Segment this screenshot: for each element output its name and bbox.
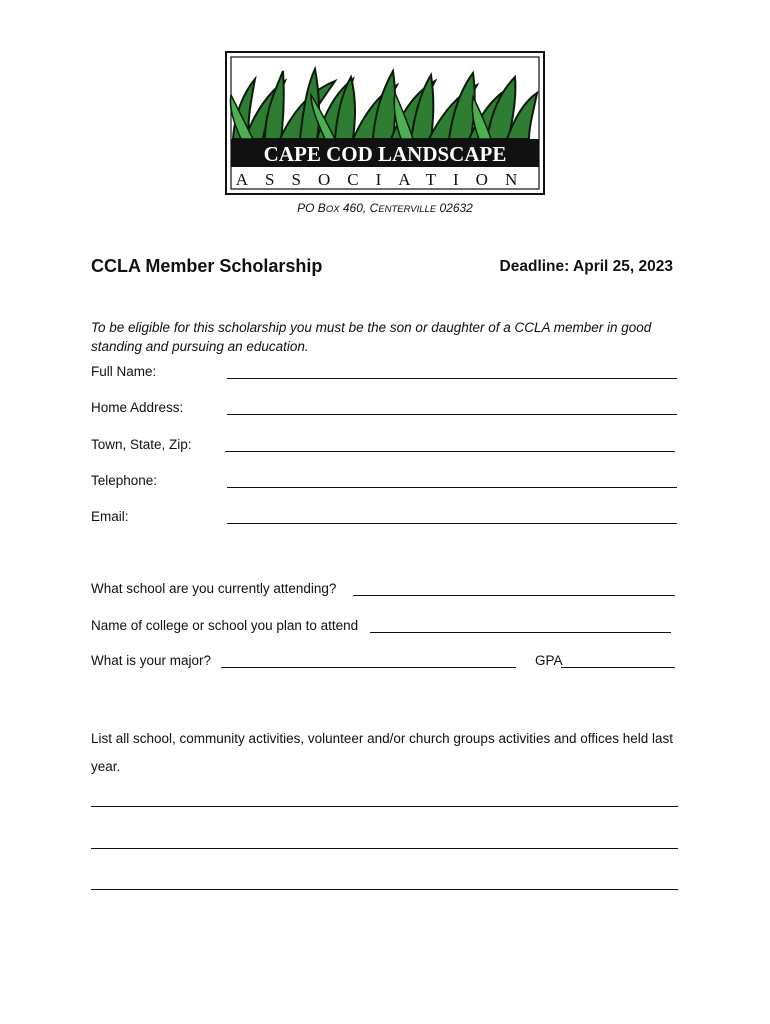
activities-line-1[interactable]: [91, 806, 678, 807]
current-school-label: What school are you currently attending?: [91, 581, 337, 596]
gpa-field[interactable]: [561, 667, 675, 668]
major-label: What is your major?: [91, 653, 212, 668]
email-field[interactable]: [227, 523, 677, 524]
grass-logo-image: [225, 51, 545, 195]
address-num: 460, C: [339, 201, 379, 215]
logo-association: ASSOCIATION: [235, 170, 535, 189]
eligibility-text: To be eligible for this scholarship you must be the son or daughter of a CCLA member in good standing and pursuing an education.: [91, 320, 652, 354]
town-state-zip-field[interactable]: [225, 451, 675, 452]
activities-line-3[interactable]: [91, 889, 678, 890]
ccla-logo: [225, 51, 545, 195]
full-name-label: Full Name:: [91, 364, 157, 379]
po-address: [0, 201, 770, 215]
deadline: Deadline: April 25, 2023: [499, 258, 673, 275]
full-name-field[interactable]: [227, 378, 677, 379]
logo-name: CAPE COD LANDSCAPE: [263, 142, 507, 166]
activities-prompt: List all school, community activities, volunteer and/or church groups activities and offices held last year.: [91, 731, 674, 774]
home-address-field[interactable]: [227, 414, 677, 415]
address-zip: 02632: [436, 201, 473, 215]
town-state-zip-label: Town, State, Zip:: [91, 437, 192, 452]
current-school-field[interactable]: [353, 595, 675, 596]
telephone-label: Telephone:: [91, 473, 158, 488]
address-po-small: OX: [325, 204, 340, 215]
form-title: CCLA Member Scholarship: [91, 256, 323, 276]
telephone-field[interactable]: [227, 487, 677, 488]
address-po: PO B: [297, 201, 326, 215]
planned-college-label: Name of college or school you plan to attend: [91, 618, 359, 633]
major-field[interactable]: [221, 667, 516, 668]
activities-line-2[interactable]: [91, 848, 678, 849]
home-address-label: Home Address:: [91, 400, 184, 415]
gpa-label: GPA: [535, 653, 563, 668]
email-label: Email:: [91, 509, 129, 524]
address-town: ENTERVILLE: [378, 204, 437, 215]
planned-college-field[interactable]: [370, 632, 671, 633]
